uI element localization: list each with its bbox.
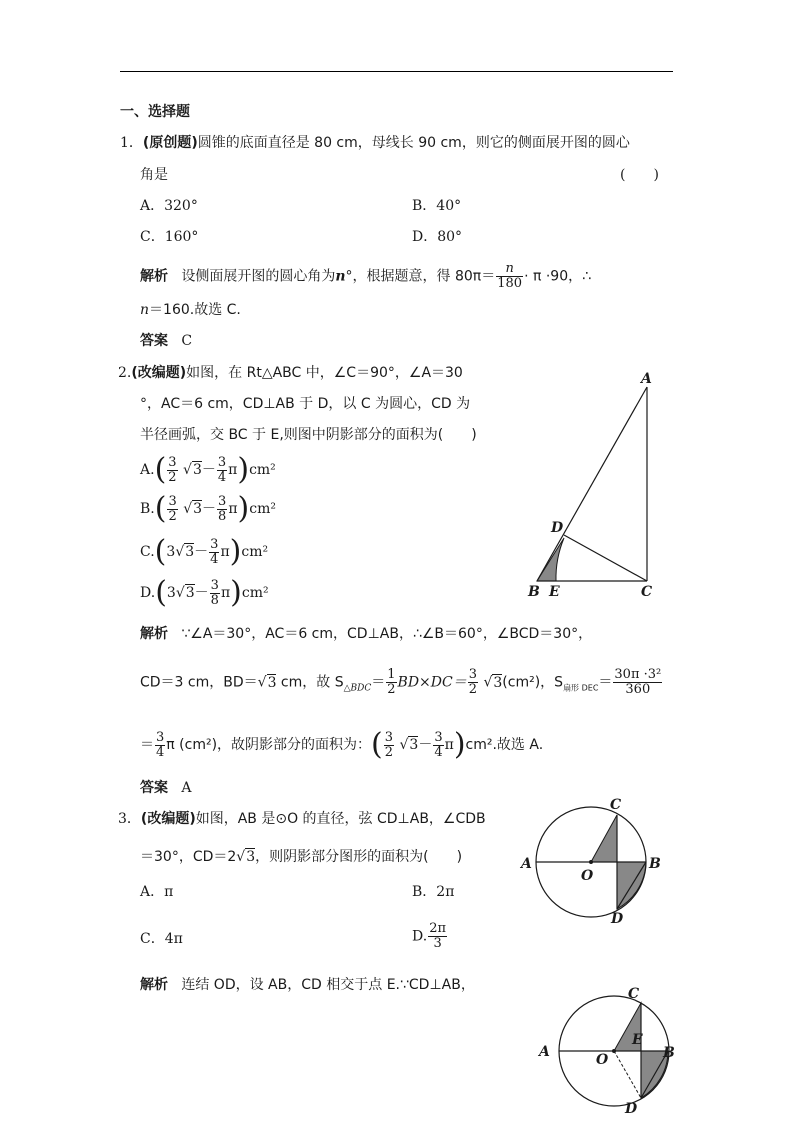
q3-circle-figure [515, 793, 690, 930]
q3-label-c: C [610, 797, 622, 813]
q1-option-d: D．80° [412, 229, 463, 245]
q3-solution-figure [530, 983, 690, 1122]
q3-number: 3． [118, 811, 141, 827]
q1-stem-text: 圆锥的底面直径是 80 cm，母线长 90 cm，则它的侧面展开图的圆心 [197, 135, 630, 151]
q3-label-o: O [581, 868, 594, 884]
q2-label-b: B [528, 584, 540, 600]
q3-label-b: B [649, 856, 661, 872]
q3-center-point [589, 860, 593, 864]
q3-option-d: D. $\frac{2\pi}{3}$ [412, 921, 447, 951]
q1-analysis-mid: °，根据题意，得 80π＝ [345, 268, 496, 285]
q3-sol-label-a: A [539, 1044, 550, 1060]
q2-triangle-figure [515, 365, 690, 600]
q2-stem-line2: °，AC＝6 cm，CD⊥AB 于 D，以 C 为圆心，CD 为 [140, 396, 471, 412]
q2-segment-cd [564, 535, 647, 581]
q3-analysis-label: 解析 [140, 977, 168, 993]
q3-sol-label-b: B [663, 1045, 675, 1061]
q2-analysis-line2: CD＝3 cm，BD＝√3 cm，故 $S_{\triangle BDC}=$ $\frac{1}{2}$ BD×DC＝ $\frac{3}{2}$ √3(cm²)，$S_{扇形 DEC}=$ $\frac{\text{30π ·3²}}{360}$ [140, 667, 662, 697]
q1-option-a: A．320° [140, 198, 198, 214]
q2-label-c: C [641, 584, 653, 600]
q2-option-b: B.( $\frac{3}{2}$ √3－ $\frac{3}{8}$ π)cm² [140, 491, 276, 526]
q3-option-a: A．π [140, 884, 174, 900]
q1-option-c: C．160° [140, 229, 199, 245]
q1-analysis-text: 设侧面展开图的圆心角为 [181, 268, 336, 285]
q2-option-a: A.( $\frac{3}{2}$ √3－ $\frac{3}{4}$ π)cm² [140, 452, 276, 487]
q3-analysis-line1: 解析 连结 OD，设 AB，CD 相交于点 E.∵CD⊥AB， [140, 977, 475, 993]
q3-label-a: A [521, 856, 532, 872]
q1-analysis [140, 262, 591, 291]
q1-stem-line2: 角是 [140, 167, 168, 183]
q1-answer-bracket: ( ) [620, 167, 659, 183]
q2-label-e: E [549, 584, 560, 600]
q1-fraction: $\frac{n}{180}$ [497, 261, 523, 291]
q1-analysis-post: · π ·90，∴ [524, 268, 592, 285]
q3-source: (改编题) [140, 811, 196, 827]
section-title: 一、选择题 [120, 104, 190, 120]
q3-sol-center-point [612, 1049, 616, 1053]
q1-option-b: B．40° [412, 198, 462, 214]
q2-answer: 答案 A [140, 780, 192, 796]
q1-source: (原创题) [142, 135, 198, 151]
q1-analysis-line2: n＝160.故选 C. [140, 302, 241, 318]
q2-label-a: A [641, 371, 652, 387]
q3-sol-label-c: C [628, 986, 640, 1002]
q1-stem-line1 [120, 134, 630, 152]
q2-side-ab [537, 387, 647, 581]
header-rule [120, 71, 673, 72]
q3-sol-dashed-od [614, 1051, 641, 1098]
q3-shaded-sector [591, 815, 617, 862]
q3-sol-label-o: O [596, 1052, 609, 1068]
q1-analysis-var: n [335, 268, 346, 285]
q3-option-b: B．2π [412, 884, 455, 900]
q2-label-d: D [551, 520, 564, 536]
q2-option-d: D.(3√3－ $\frac{3}{8}$ π)cm² [140, 575, 269, 610]
q2-analysis-line1: 解析 ∵∠A＝30°，AC＝6 cm，CD⊥AB，∴∠B＝60°，∠BCD＝30°， [140, 626, 593, 642]
q2-stem-line1: 2.(改编题)如图，在 Rt△ABC 中，∠C＝90°，∠A＝30 [118, 365, 463, 381]
q2-source: (改编题) [131, 365, 187, 381]
q3-sol-label-e: E [632, 1032, 643, 1048]
q1-analysis-label: 解析 [140, 268, 168, 285]
q2-analysis-line3: ＝ $\frac{3}{4}$ π (cm²)，故阴影部分的面积为：( $\frac{3}{2}$ √3－ $\frac{3}{4}$ π)cm².故选 A. [140, 727, 544, 762]
q2-analysis-label: 解析 [140, 626, 168, 642]
q2-stem-line3: 半径画弧，交 BC 于 E,则图中阴影部分的面积为( ) [140, 427, 477, 443]
q3-label-d: D [611, 911, 624, 927]
q3-option-c: C．4π [140, 931, 183, 947]
q3-sol-label-d: D [625, 1101, 638, 1117]
q3-stem-line2: ＝30°，CD＝2√3，则阴影部分图形的面积为( ) [140, 849, 463, 865]
q2-number: 2. [118, 365, 132, 381]
q1-number: 1． [120, 135, 143, 151]
q3-stem-line1: 3．(改编题)如图，AB 是⊙O 的直径，弦 CD⊥AB，∠CDB [118, 811, 486, 827]
q1-answer: 答案 C [140, 333, 193, 349]
q2-option-c: C.(3√3－ $\frac{3}{4}$ π)cm² [140, 534, 269, 569]
